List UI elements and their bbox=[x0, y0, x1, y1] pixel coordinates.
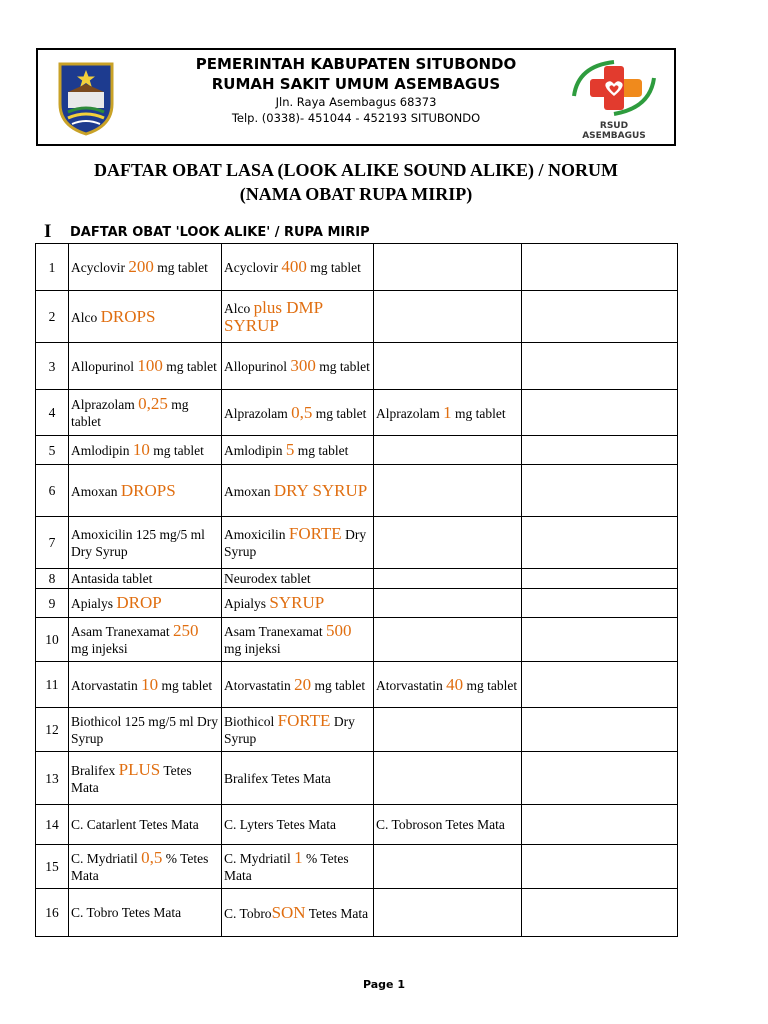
drug-name-cell-3 bbox=[374, 343, 522, 390]
table-row bbox=[36, 291, 678, 343]
drug-name-text: mg tablet bbox=[71, 397, 189, 429]
drug-name-highlight: 1 bbox=[294, 848, 303, 867]
situbondo-emblem-icon bbox=[46, 58, 126, 138]
drug-name-cell-2 bbox=[222, 343, 374, 390]
drug-name-text: C. Tobroson Tetes Mata bbox=[376, 817, 505, 832]
row-number: 12 bbox=[36, 708, 69, 752]
drug-name-cell-2 bbox=[222, 436, 374, 465]
drug-name-highlight: 0,25 bbox=[138, 394, 168, 413]
drug-name-text: Apialys bbox=[224, 596, 270, 611]
table-row bbox=[36, 569, 678, 589]
drug-name-cell-4 bbox=[522, 889, 678, 937]
row-number: 16 bbox=[36, 889, 69, 937]
drug-name-text: Tetes Mata bbox=[71, 762, 192, 795]
section-heading bbox=[44, 220, 370, 244]
drug-name-text: C. Mydriatil bbox=[224, 851, 295, 866]
drug-name-highlight: 300 bbox=[290, 356, 316, 375]
drug-name-highlight: DROP bbox=[116, 593, 162, 612]
drug-name-text: Neurodex tablet bbox=[224, 571, 311, 586]
drug-name-highlight: PLUS bbox=[118, 759, 161, 779]
table-row bbox=[36, 343, 678, 390]
drug-name-highlight: 200 bbox=[128, 257, 154, 276]
drug-name-cell-1 bbox=[69, 436, 222, 465]
drug-name-highlight: 100 bbox=[137, 356, 163, 375]
drug-name-cell-2 bbox=[222, 752, 374, 805]
table-row bbox=[36, 845, 678, 889]
drug-name-text: Acyclovir bbox=[224, 260, 282, 275]
drug-name-text: Asam Tranexamat bbox=[71, 624, 173, 639]
drug-name-text: Amoxicilin 125 mg/5 ml Dry Syrup bbox=[71, 526, 205, 559]
rsud-logo-text: RSUD bbox=[599, 121, 629, 131]
drug-name-cell-4 bbox=[522, 662, 678, 708]
drug-name-cell-2 bbox=[222, 291, 374, 343]
drug-name-cell-3 bbox=[374, 752, 522, 805]
table-row bbox=[36, 618, 678, 662]
drug-name-text: Apialys bbox=[71, 596, 117, 611]
document-title: DAFTAR OBAT LASA (LOOK ALIKE SOUND ALIKE) / NORUM bbox=[93, 160, 619, 180]
drug-name-cell-3 bbox=[374, 805, 522, 845]
table-row bbox=[36, 517, 678, 569]
table-row bbox=[36, 244, 678, 291]
drug-name-text: Amlodipin bbox=[224, 443, 286, 458]
table-row bbox=[36, 889, 678, 937]
row-number: 8 bbox=[36, 569, 69, 589]
drug-name-cell-1 bbox=[69, 708, 222, 752]
drug-name-cell-4 bbox=[522, 845, 678, 889]
drug-name-highlight: SON bbox=[271, 902, 306, 922]
drug-name-cell-3 bbox=[374, 465, 522, 517]
drug-name-highlight: 20 bbox=[294, 674, 312, 694]
drug-name-highlight: 400 bbox=[281, 257, 307, 276]
lasa-table bbox=[35, 243, 678, 937]
drug-name-highlight: 5 bbox=[285, 440, 295, 459]
drug-name-cell-4 bbox=[522, 589, 678, 618]
drug-name-cell-3 bbox=[374, 390, 522, 436]
drug-name-text: Dry Syrup bbox=[224, 714, 355, 746]
drug-name-cell-4 bbox=[522, 343, 678, 390]
drug-name-text: C. Tobro Tetes Mata bbox=[71, 905, 182, 920]
drug-name-text: mg tablet bbox=[158, 677, 213, 693]
drug-name-text: % Tetes Mata bbox=[71, 851, 209, 883]
letterhead-line-1: PEMERINTAH KABUPATEN SITUBONDO bbox=[195, 55, 517, 73]
drug-name-cell-4 bbox=[522, 708, 678, 752]
drug-name-text: % Tetes Mata bbox=[224, 851, 349, 883]
drug-name-cell-1 bbox=[69, 589, 222, 618]
table-row bbox=[36, 708, 678, 752]
section-label: DAFTAR OBAT 'LOOK ALIKE' / RUPA MIRIP bbox=[70, 224, 370, 240]
drug-name-highlight: 0,5 bbox=[291, 402, 313, 422]
page-number: Page 1 bbox=[362, 978, 405, 991]
document-subtitle: (NAMA OBAT RUPA MIRIP) bbox=[239, 184, 473, 204]
drug-name-cell-2 bbox=[222, 662, 374, 708]
drug-name-highlight: FORTE bbox=[277, 711, 331, 730]
table-row bbox=[36, 805, 678, 845]
drug-name-cell-1 bbox=[69, 618, 222, 662]
drug-name-cell-2 bbox=[222, 517, 374, 569]
row-number: 9 bbox=[36, 589, 69, 618]
drug-name-text: Amoxicilin bbox=[224, 527, 289, 542]
letterhead-phone: Telp. (0338)- 451044 - 452193 SITUBONDO bbox=[231, 111, 481, 125]
table-row bbox=[36, 436, 678, 465]
drug-name-text: mg tablet bbox=[451, 405, 506, 421]
drug-name-cell-4 bbox=[522, 752, 678, 805]
row-number: 1 bbox=[36, 244, 69, 291]
lasa-table-body bbox=[36, 244, 678, 937]
drug-name-cell-1 bbox=[69, 662, 222, 708]
drug-name-cell-1 bbox=[69, 244, 222, 291]
drug-name-highlight: DROPS bbox=[120, 480, 176, 500]
letterhead-line-2: RUMAH SAKIT UMUM ASEMBAGUS bbox=[211, 75, 501, 93]
drug-name-text: Bralifex bbox=[71, 762, 119, 778]
table-row bbox=[36, 390, 678, 436]
drug-name-highlight: 10 bbox=[141, 674, 159, 694]
drug-name-text: mg injeksi bbox=[224, 641, 281, 656]
drug-name-highlight: 40 bbox=[446, 674, 464, 694]
drug-name-cell-2 bbox=[222, 845, 374, 889]
drug-name-text: Biothicol 125 mg/5 ml Dry Syrup bbox=[71, 713, 218, 746]
table-row bbox=[36, 589, 678, 618]
drug-name-cell-2 bbox=[222, 390, 374, 436]
drug-name-text: C. Lyters Tetes Mata bbox=[224, 817, 337, 832]
row-number: 6 bbox=[36, 465, 69, 517]
drug-name-cell-1 bbox=[69, 465, 222, 517]
drug-name-text: mg tablet bbox=[306, 260, 361, 275]
drug-name-text: Asam Tranexamat bbox=[224, 624, 326, 639]
drug-name-cell-2 bbox=[222, 465, 374, 517]
drug-name-cell-1 bbox=[69, 805, 222, 845]
drug-name-text: Alprazolam bbox=[71, 397, 139, 412]
drug-name-text: Amoxan bbox=[224, 483, 274, 499]
drug-name-cell-3 bbox=[374, 662, 522, 708]
row-number: 15 bbox=[36, 845, 69, 889]
drug-name-highlight: 500 bbox=[326, 621, 352, 640]
drug-name-cell-1 bbox=[69, 390, 222, 436]
table-row bbox=[36, 752, 678, 805]
drug-name-cell-3 bbox=[374, 291, 522, 343]
drug-name-cell-2 bbox=[222, 569, 374, 589]
drug-name-cell-4 bbox=[522, 244, 678, 291]
drug-name-text: Antasida tablet bbox=[71, 571, 153, 586]
drug-name-cell-2 bbox=[222, 805, 374, 845]
drug-name-cell-3 bbox=[374, 618, 522, 662]
drug-name-cell-2 bbox=[222, 589, 374, 618]
table-row bbox=[36, 465, 678, 517]
drug-name-text: mg tablet bbox=[311, 677, 366, 693]
section-number: I bbox=[44, 221, 52, 242]
drug-name-text: Alprazolam bbox=[224, 405, 292, 421]
drug-name-text: mg tablet bbox=[315, 359, 370, 374]
drug-name-cell-2 bbox=[222, 618, 374, 662]
drug-name-text: mg tablet bbox=[162, 359, 217, 374]
rsud-cross-heart-icon bbox=[568, 56, 660, 118]
drug-name-cell-4 bbox=[522, 805, 678, 845]
drug-name-cell-3 bbox=[374, 244, 522, 291]
drug-name-cell-3 bbox=[374, 569, 522, 589]
row-number: 11 bbox=[36, 662, 69, 708]
row-number: 5 bbox=[36, 436, 69, 465]
drug-name-text: Atorvastatin bbox=[71, 677, 142, 693]
rsud-logo bbox=[568, 56, 660, 142]
drug-name-cell-4 bbox=[522, 465, 678, 517]
drug-name-text: Amoxan bbox=[71, 483, 121, 499]
drug-name-cell-2 bbox=[222, 244, 374, 291]
drug-name-cell-1 bbox=[69, 343, 222, 390]
drug-name-highlight: DRY SYRUP bbox=[273, 480, 368, 500]
drug-name-text: mg tablet bbox=[294, 443, 349, 458]
drug-name-cell-2 bbox=[222, 889, 374, 937]
drug-name-cell-2 bbox=[222, 708, 374, 752]
drug-name-cell-3 bbox=[374, 889, 522, 937]
drug-name-highlight: FORTE bbox=[288, 524, 342, 543]
drug-name-cell-1 bbox=[69, 752, 222, 805]
drug-name-cell-4 bbox=[522, 569, 678, 589]
drug-name-highlight: 10 bbox=[132, 440, 150, 459]
drug-name-text: mg tablet bbox=[149, 443, 204, 458]
table-row bbox=[36, 662, 678, 708]
drug-name-cell-1 bbox=[69, 569, 222, 589]
letterhead bbox=[36, 48, 676, 146]
drug-name-text: Alco bbox=[71, 309, 101, 325]
drug-name-text: mg injeksi bbox=[71, 641, 128, 656]
drug-name-highlight: plus DMP SYRUP bbox=[224, 297, 323, 335]
drug-name-cell-1 bbox=[69, 845, 222, 889]
drug-name-cell-1 bbox=[69, 517, 222, 569]
row-number: 2 bbox=[36, 291, 69, 343]
drug-name-cell-4 bbox=[522, 390, 678, 436]
drug-name-cell-3 bbox=[374, 708, 522, 752]
drug-name-text: Atorvastatin bbox=[224, 677, 295, 693]
row-number: 13 bbox=[36, 752, 69, 805]
drug-name-text: mg tablet bbox=[312, 405, 367, 421]
row-number: 14 bbox=[36, 805, 69, 845]
drug-name-text: mg tablet bbox=[153, 260, 208, 275]
drug-name-text: Allopurinol bbox=[71, 359, 138, 374]
row-number: 4 bbox=[36, 390, 69, 436]
drug-name-cell-4 bbox=[522, 517, 678, 569]
row-number: 7 bbox=[36, 517, 69, 569]
drug-name-cell-1 bbox=[69, 889, 222, 937]
drug-name-cell-4 bbox=[522, 436, 678, 465]
row-number: 3 bbox=[36, 343, 69, 390]
drug-name-highlight: DROPS bbox=[100, 306, 156, 326]
drug-name-text: Acyclovir bbox=[71, 260, 129, 275]
drug-name-text: Allopurinol bbox=[224, 359, 291, 374]
rsud-logo-subtext: ASEMBAGUS bbox=[582, 131, 646, 141]
drug-name-text: mg tablet bbox=[463, 677, 518, 693]
drug-name-highlight: 1 bbox=[443, 402, 452, 422]
drug-name-text: Atorvastatin bbox=[376, 677, 447, 693]
row-number: 10 bbox=[36, 618, 69, 662]
drug-name-text: Tetes Mata bbox=[305, 905, 369, 921]
drug-name-text: Biothicol bbox=[224, 714, 278, 729]
drug-name-highlight: 250 bbox=[173, 621, 199, 640]
drug-name-text: C. Tobro bbox=[224, 905, 272, 921]
drug-name-text: Bralifex Tetes Mata bbox=[224, 770, 331, 786]
drug-name-text: Amlodipin bbox=[71, 443, 133, 458]
drug-name-cell-3 bbox=[374, 517, 522, 569]
drug-name-text: C. Catarlent Tetes Mata bbox=[71, 817, 199, 832]
drug-name-cell-3 bbox=[374, 589, 522, 618]
drug-name-text: Dry Syrup bbox=[224, 527, 367, 559]
drug-name-text: C. Mydriatil bbox=[71, 851, 142, 866]
drug-name-cell-3 bbox=[374, 845, 522, 889]
drug-name-highlight: 0,5 bbox=[141, 848, 163, 867]
drug-name-cell-3 bbox=[374, 436, 522, 465]
letterhead-address: Jln. Raya Asembagus 68373 bbox=[275, 95, 437, 109]
drug-name-text: Alprazolam bbox=[376, 405, 444, 421]
drug-name-cell-1 bbox=[69, 291, 222, 343]
drug-name-cell-4 bbox=[522, 291, 678, 343]
drug-name-cell-4 bbox=[522, 618, 678, 662]
drug-name-text: Alco bbox=[224, 300, 254, 316]
drug-name-highlight: SYRUP bbox=[269, 593, 325, 612]
